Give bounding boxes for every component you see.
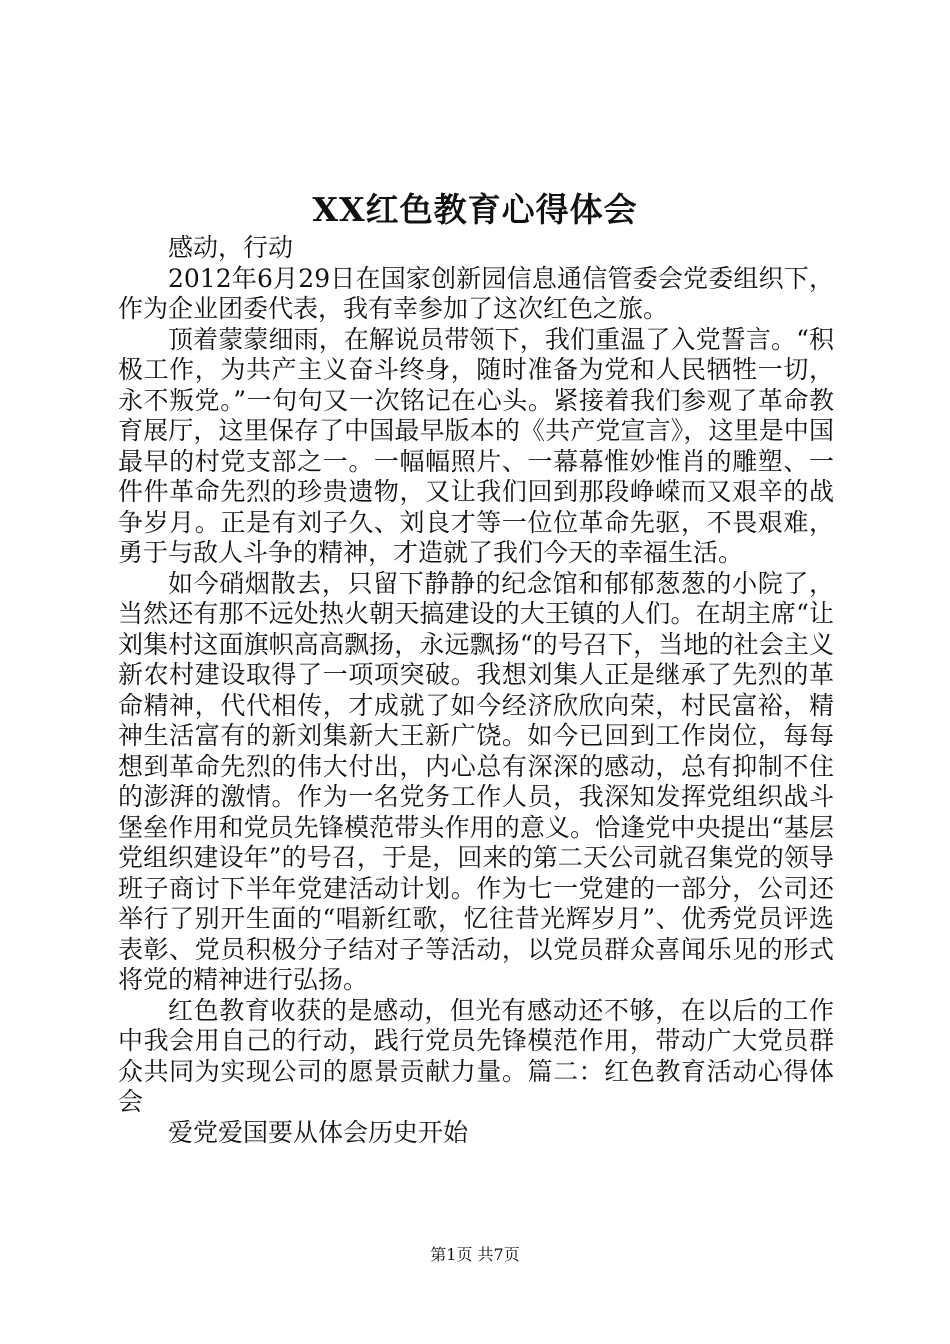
paragraph-reflection: 如今硝烟散去，只留下静静的纪念馆和郁郁葱葱的小院了，当然还有那不远处热火朝天搞建设的大王镇的人们。在胡主席“让刘集村这面旗帜高高飘扬，永远飘扬“的号召下，当地的社会主义新农村建设取得了一项项突破。我想刘集人正是继承了先烈的革命精神，代代相传，才成就了如今经济欣欣向荣，村民富裕，精神生活富有的新刘集新大王新广饶。如今已回到工作岗位，每每想到革命先烈的伟大付出，内心总有深深的感动，总有抑制不住的澎湃的激情。作为一名党务工作人员，我深知发挥党组织战斗堡垒作用和党员先锋模范带头作用的意义。恰逢党中央提出“基层党组织建设年”的号召，于是，回来的第二天公司就召集党的领导班子商讨下半年党建活动计划。作为七一党建的一部分，公司还举行了别开生面的“唱新红歌，忆往昔光辉岁月”、优秀党员评选表彰、党员积极分子结对子等活动，以党员群众喜闻乐见的形式将党的精神进行弘扬。 bbox=[118, 568, 834, 994]
document-body bbox=[118, 233, 834, 1148]
page-footer: 第1页 共7页 bbox=[430, 1245, 520, 1264]
paragraph-oath: 顶着蒙蒙细雨，在解说员带领下，我们重温了入党誓言。“积极工作，为共产主义奋斗终身，随时准备为党和人民牺牲一切，永不叛党。”一句句又一次铭记在心头。紧接着我们参观了革命教育展厅，这里保存了中国最早版本的《共产党宣言》，这里是中国最早的村党支部之一。一幅幅照片、一幕幕惟妙惟肖的雕塑、一件件革命先烈的珍贵遗物，又让我们回到那段峥嵘而又艰辛的战争岁月。正是有刘子久、刘良才等一位位革命先驱，不畏艰难，勇于与敌人斗争的精神，才造就了我们今天的幸福生活。 bbox=[118, 324, 834, 567]
document-title: XX红色教育心得体会 bbox=[312, 190, 638, 229]
paragraph-subtitle: 感动，行动 bbox=[168, 233, 294, 262]
paragraph-intro: 2012年6月29日在国家创新园信息通信管委会党委组织下，作为企业团委代表，我有幸参加了这次红色之旅。 bbox=[118, 263, 834, 323]
paragraph-next-heading: 爱党爱国要从体会历史开始 bbox=[168, 1117, 469, 1147]
paragraph-conclusion: 红色教育收获的是感动，但光有感动还不够，在以后的工作中我会用自己的行动，践行党员先锋模范作用，带动广大党员群众共同为实现公司的愿景贡献力量。篇二：红色教育活动心得体会 bbox=[118, 995, 834, 1116]
